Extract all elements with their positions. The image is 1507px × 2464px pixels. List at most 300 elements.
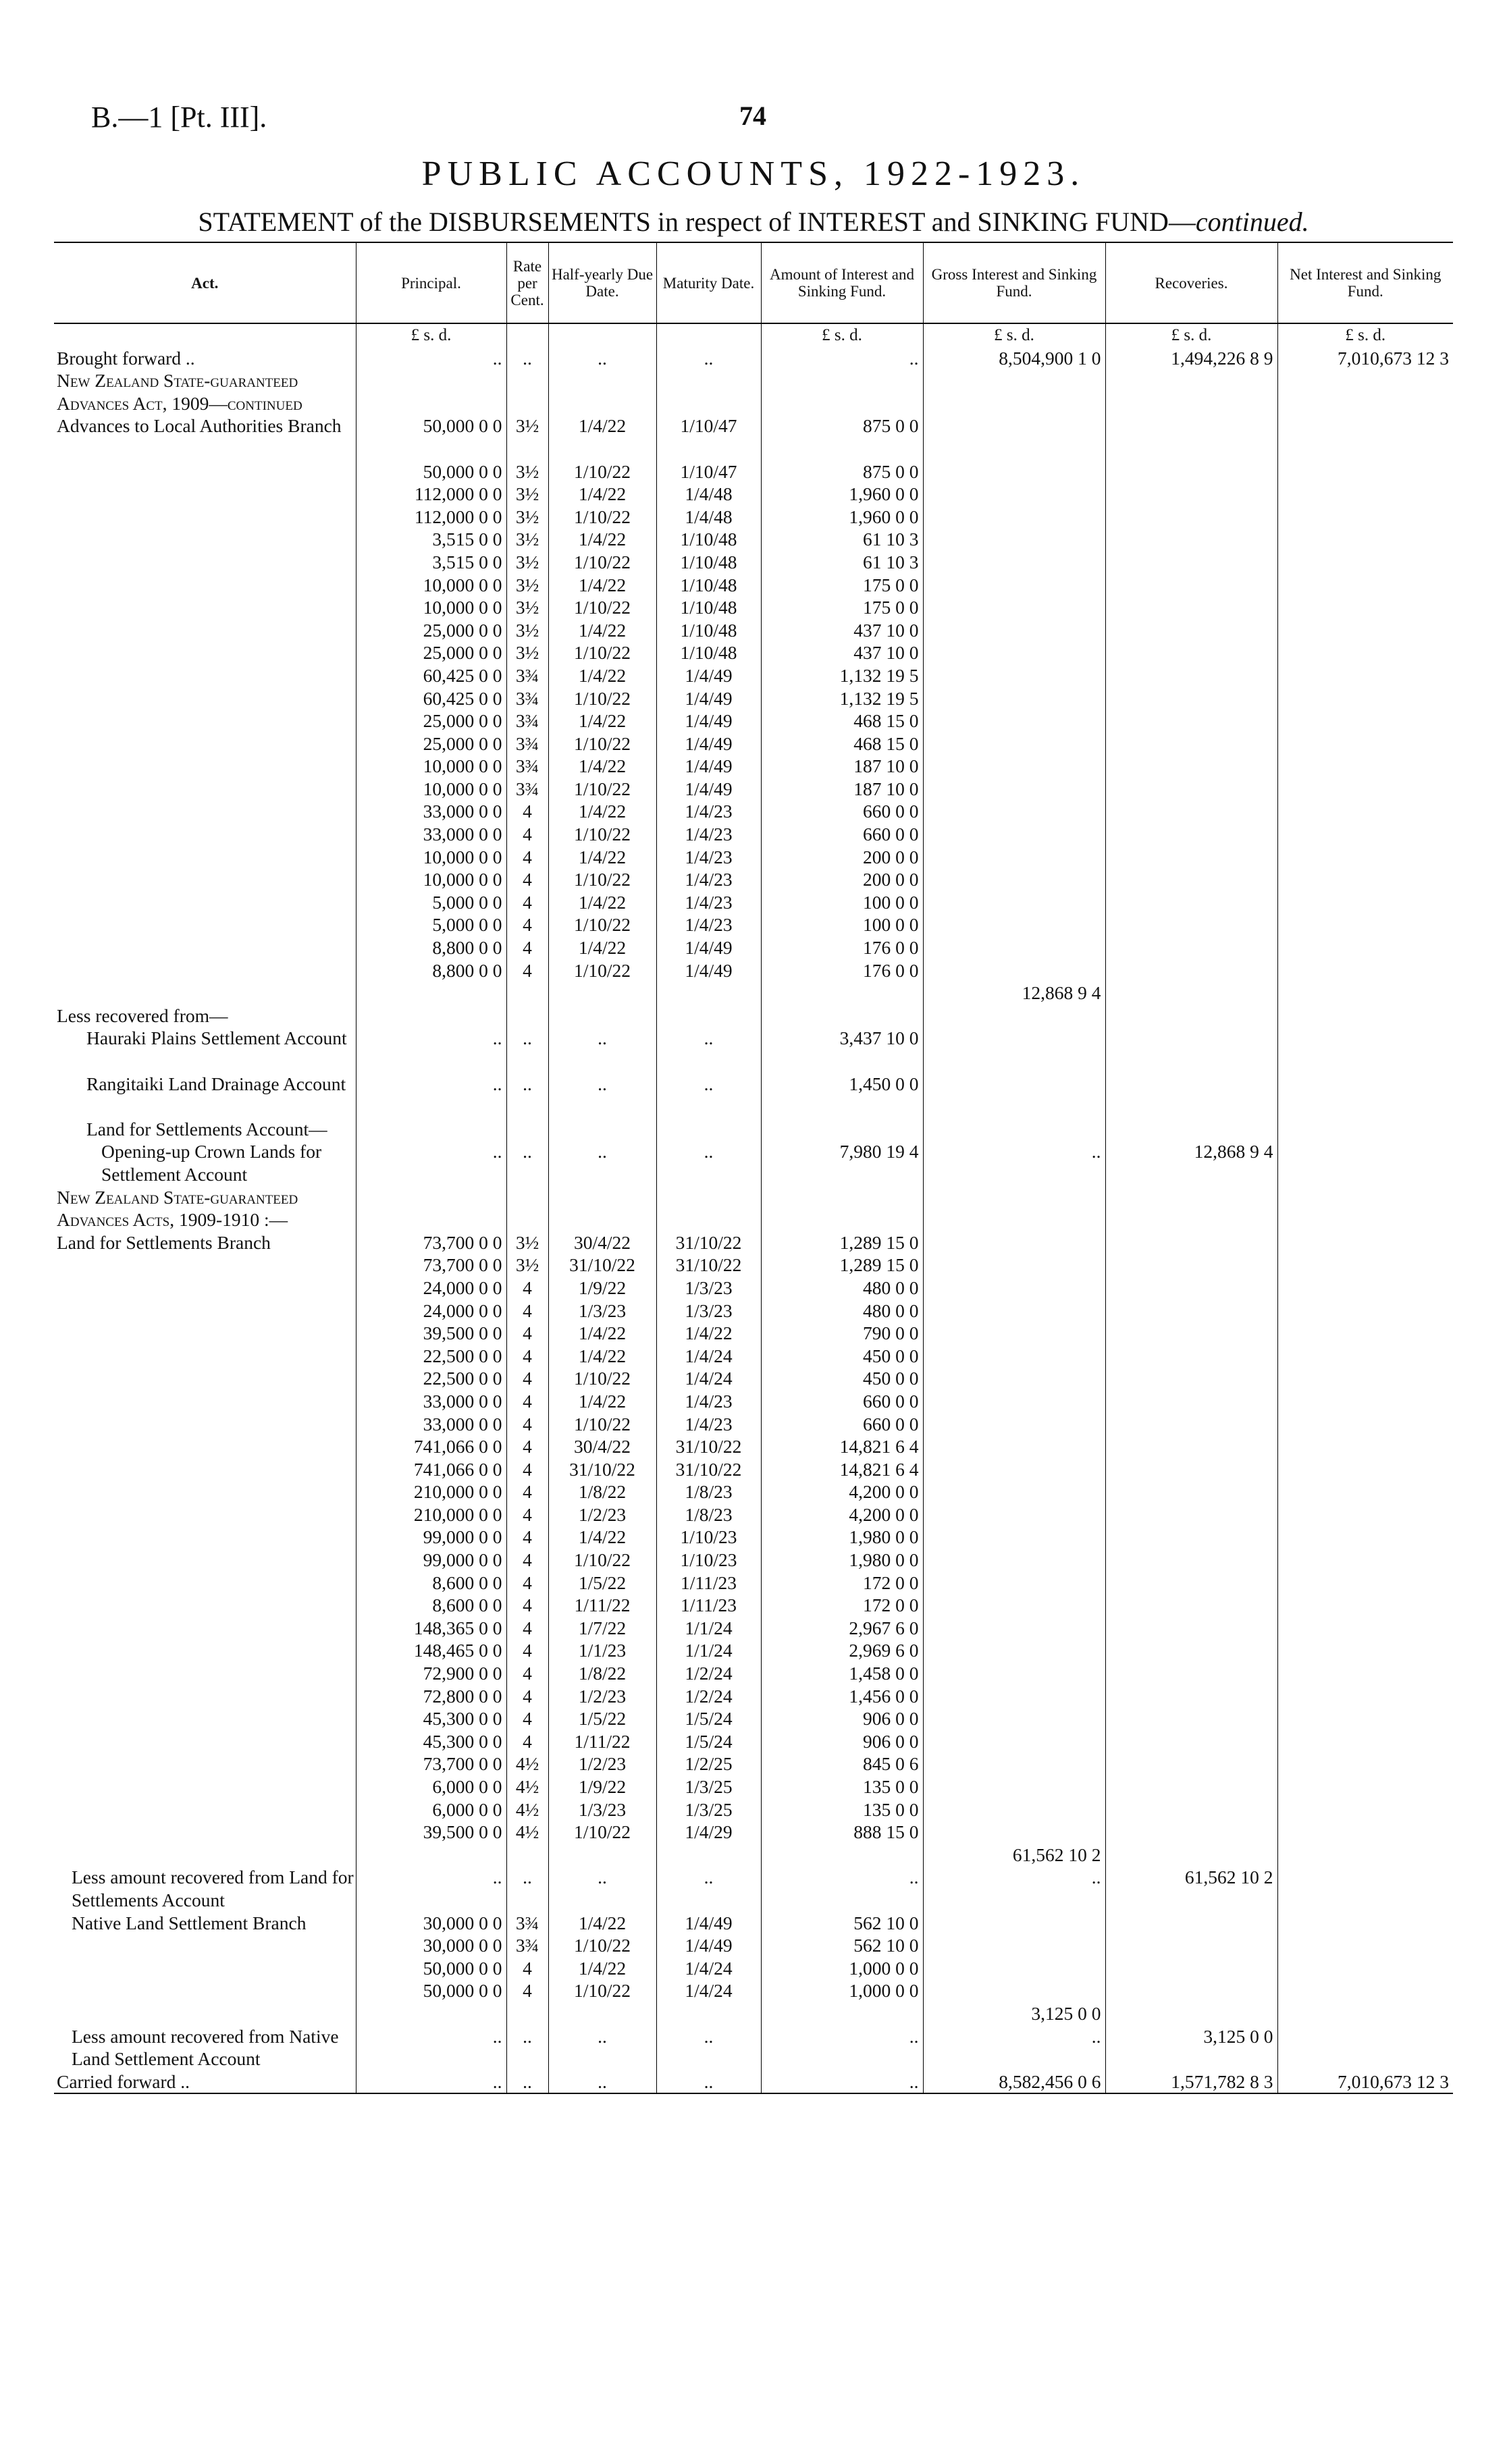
recoveries-cell xyxy=(1105,1390,1277,1413)
table-row xyxy=(54,506,1453,529)
net-cell xyxy=(1277,755,1453,778)
due-date-cell: 1/10/22 xyxy=(548,959,656,982)
principal-cell: .. xyxy=(356,1027,506,1072)
table-row xyxy=(54,619,1453,642)
due-date-cell xyxy=(548,1005,656,1027)
principal-cell: .. xyxy=(356,1866,506,1911)
recoveries-cell xyxy=(1105,868,1277,891)
maturity-date-cell xyxy=(656,369,761,414)
act-cell xyxy=(54,1934,356,1957)
principal-cell: .. xyxy=(356,2025,506,2070)
maturity-date-cell: 1/4/49 xyxy=(656,1912,761,1935)
rate-cell: 4 xyxy=(506,1413,548,1436)
rate-cell: 4 xyxy=(506,913,548,936)
maturity-date-cell: 1/4/24 xyxy=(656,1979,761,2002)
due-date-cell: .. xyxy=(548,347,656,370)
net-cell xyxy=(1277,1775,1453,1798)
recoveries-cell xyxy=(1105,755,1277,778)
gross-cell xyxy=(923,1934,1105,1957)
gross-cell xyxy=(923,1685,1105,1708)
act-cell xyxy=(54,891,356,914)
maturity-date-cell: 1/4/49 xyxy=(656,687,761,710)
table-row xyxy=(54,1322,1453,1345)
amount-cell: 468 15 0 xyxy=(761,709,923,732)
rate-cell: 4 xyxy=(506,1435,548,1458)
rate-cell: .. xyxy=(506,1073,548,1118)
net-cell xyxy=(1277,1300,1453,1322)
gross-cell xyxy=(923,1549,1105,1572)
maturity-date-cell: 1/10/48 xyxy=(656,528,761,551)
amount-cell: 1,980 0 0 xyxy=(761,1549,923,1572)
due-date-cell: 1/4/22 xyxy=(548,891,656,914)
recoveries-cell xyxy=(1105,1639,1277,1662)
rate-cell: 3¾ xyxy=(506,709,548,732)
gross-cell xyxy=(923,1639,1105,1662)
recoveries-cell xyxy=(1105,1934,1277,1957)
table-row xyxy=(54,641,1453,664)
due-date-cell: .. xyxy=(548,2025,656,2070)
net-cell xyxy=(1277,732,1453,755)
principal-cell: 3,515 0 0 xyxy=(356,528,506,551)
maturity-date-cell: 1/10/48 xyxy=(656,574,761,597)
table-row xyxy=(54,732,1453,755)
recoveries-cell xyxy=(1105,1912,1277,1935)
amount-cell: .. xyxy=(761,347,923,370)
amount-cell: 562 10 0 xyxy=(761,1912,923,1935)
table-row xyxy=(54,1458,1453,1481)
maturity-date-cell: 1/4/48 xyxy=(656,506,761,529)
rate-cell xyxy=(506,1186,548,1231)
maturity-date-cell: 1/4/23 xyxy=(656,913,761,936)
amount-cell: 660 0 0 xyxy=(761,1390,923,1413)
act-cell xyxy=(54,982,356,1005)
amount-cell: 562 10 0 xyxy=(761,1934,923,1957)
gross-cell xyxy=(923,664,1105,687)
amount-cell: 1,980 0 0 xyxy=(761,1526,923,1549)
amount-cell: 176 0 0 xyxy=(761,936,923,959)
due-date-cell: 1/10/22 xyxy=(548,596,656,619)
rate-cell: 4 xyxy=(506,1685,548,1708)
amount-cell: 450 0 0 xyxy=(761,1367,923,1390)
recoveries-cell xyxy=(1105,778,1277,801)
units-gross: £ s. d. xyxy=(923,323,1105,347)
net-cell xyxy=(1277,1277,1453,1300)
act-cell xyxy=(54,596,356,619)
due-date-cell: 31/10/22 xyxy=(548,1254,656,1277)
table-row xyxy=(54,1866,1453,1911)
net-cell xyxy=(1277,551,1453,574)
gross-cell xyxy=(923,1707,1105,1730)
table-row xyxy=(54,2025,1453,2070)
net-cell xyxy=(1277,1027,1453,1072)
due-date-cell: 1/10/22 xyxy=(548,1821,656,1844)
due-date-cell: 1/4/22 xyxy=(548,1912,656,1935)
amount-cell: 906 0 0 xyxy=(761,1707,923,1730)
recoveries-cell: 1,571,782 8 3 xyxy=(1105,2070,1277,2094)
recoveries-cell xyxy=(1105,1480,1277,1503)
table-row xyxy=(54,1979,1453,2002)
gross-cell xyxy=(923,868,1105,891)
amount-cell xyxy=(761,1844,923,1867)
recoveries-cell xyxy=(1105,1752,1277,1775)
amount-cell: 1,132 19 5 xyxy=(761,664,923,687)
amount-cell: 3,437 10 0 xyxy=(761,1027,923,1072)
recoveries-cell xyxy=(1105,1413,1277,1436)
act-cell xyxy=(54,528,356,551)
table-row xyxy=(54,1254,1453,1277)
act-cell: Carried forward .. xyxy=(54,2070,356,2094)
statement-subtitle xyxy=(0,206,1507,238)
recoveries-cell xyxy=(1105,1685,1277,1708)
due-date-cell: 1/10/22 xyxy=(548,460,656,483)
maturity-date-cell: .. xyxy=(656,1027,761,1072)
table-row xyxy=(54,1435,1453,1458)
principal-cell: 24,000 0 0 xyxy=(356,1277,506,1300)
amount-cell: 200 0 0 xyxy=(761,868,923,891)
act-cell xyxy=(54,1617,356,1640)
table-row xyxy=(54,1934,1453,1957)
act-cell xyxy=(54,1662,356,1685)
net-cell xyxy=(1277,846,1453,869)
gross-cell xyxy=(923,574,1105,597)
amount-cell: 906 0 0 xyxy=(761,1730,923,1753)
net-cell xyxy=(1277,1390,1453,1413)
due-date-cell: 1/4/22 xyxy=(548,936,656,959)
act-cell: Less recovered from— xyxy=(57,1005,228,1026)
amount-cell: 172 0 0 xyxy=(761,1594,923,1617)
due-date-cell: 1/4/22 xyxy=(548,800,656,823)
gross-cell xyxy=(923,506,1105,529)
recoveries-cell xyxy=(1105,959,1277,982)
maturity-date-cell: 1/4/23 xyxy=(656,823,761,846)
recoveries-cell xyxy=(1105,1730,1277,1753)
recoveries-cell xyxy=(1105,1844,1277,1867)
principal-cell xyxy=(356,1844,506,1867)
col-header-recoveries: Recoveries. xyxy=(1105,242,1277,323)
act-cell: New Zealand State-guaranteed Advances Act, 1909—continued xyxy=(57,370,302,414)
maturity-date-cell: 1/4/24 xyxy=(656,1367,761,1390)
maturity-date-cell: .. xyxy=(656,1866,761,1911)
amount-cell: 2,967 6 0 xyxy=(761,1617,923,1640)
rate-cell: 3½ xyxy=(506,1231,548,1254)
due-date-cell: 1/11/22 xyxy=(548,1594,656,1617)
net-cell xyxy=(1277,1186,1453,1231)
recoveries-cell xyxy=(1105,1231,1277,1254)
principal-cell: 10,000 0 0 xyxy=(356,778,506,801)
gross-cell xyxy=(923,483,1105,506)
gross-cell xyxy=(923,596,1105,619)
gross-cell xyxy=(923,1300,1105,1322)
due-date-cell: .. xyxy=(548,1866,656,1911)
amount-cell: 4,200 0 0 xyxy=(761,1480,923,1503)
gross-cell xyxy=(923,369,1105,414)
principal-cell: 33,000 0 0 xyxy=(356,1413,506,1436)
principal-cell: 33,000 0 0 xyxy=(356,1390,506,1413)
recoveries-cell xyxy=(1105,1503,1277,1526)
rate-cell: 4 xyxy=(506,1549,548,1572)
table-row xyxy=(54,1617,1453,1640)
gross-cell xyxy=(923,1435,1105,1458)
act-cell xyxy=(54,1798,356,1821)
subtitle-main: STATEMENT of the DISBURSEMENTS in respect of INTEREST and SINKING FUND— xyxy=(198,207,1196,237)
gross-cell xyxy=(923,755,1105,778)
gross-cell: 12,868 9 4 xyxy=(923,982,1105,1005)
table-row xyxy=(54,369,1453,414)
table-row xyxy=(54,1413,1453,1436)
table-row xyxy=(54,1685,1453,1708)
maturity-date-cell: 1/10/47 xyxy=(656,460,761,483)
gross-cell: 61,562 10 2 xyxy=(923,1844,1105,1867)
recoveries-cell xyxy=(1105,1798,1277,1821)
principal-cell: 3,515 0 0 xyxy=(356,551,506,574)
amount-cell xyxy=(761,982,923,1005)
amount-cell: 660 0 0 xyxy=(761,823,923,846)
page-title: PUBLIC ACCOUNTS, 1922-1923. xyxy=(421,155,1086,193)
gross-cell xyxy=(923,800,1105,823)
table-row xyxy=(54,2002,1453,2025)
amount-cell: 175 0 0 xyxy=(761,574,923,597)
recoveries-cell: 1,494,226 8 9 xyxy=(1105,347,1277,370)
units-rate xyxy=(506,323,548,347)
rate-cell: 4 xyxy=(506,1322,548,1345)
maturity-date-cell: 1/4/23 xyxy=(656,800,761,823)
amount-cell: 845 0 6 xyxy=(761,1752,923,1775)
maturity-date-cell: 1/1/24 xyxy=(656,1617,761,1640)
principal-cell: .. xyxy=(356,1140,506,1185)
amount-cell: 2,969 6 0 xyxy=(761,1639,923,1662)
act-cell xyxy=(54,551,356,574)
amount-cell xyxy=(761,1005,923,1027)
table-row xyxy=(54,936,1453,959)
table-row xyxy=(54,687,1453,710)
act-cell xyxy=(54,460,356,483)
net-cell xyxy=(1277,1934,1453,1957)
gross-cell xyxy=(923,709,1105,732)
principal-cell: 25,000 0 0 xyxy=(356,732,506,755)
table-row xyxy=(54,1594,1453,1617)
due-date-cell: .. xyxy=(548,1027,656,1072)
net-cell xyxy=(1277,800,1453,823)
table-row xyxy=(54,755,1453,778)
due-date-cell xyxy=(548,982,656,1005)
maturity-date-cell: 1/4/49 xyxy=(656,1934,761,1957)
principal-cell: 8,800 0 0 xyxy=(356,936,506,959)
gross-cell xyxy=(923,1912,1105,1935)
net-cell xyxy=(1277,1594,1453,1617)
net-cell xyxy=(1277,913,1453,936)
amount-cell xyxy=(761,1186,923,1231)
amount-cell: 1,960 0 0 xyxy=(761,506,923,529)
due-date-cell: 1/4/22 xyxy=(548,1322,656,1345)
act-cell xyxy=(54,1844,356,1867)
gross-cell xyxy=(923,913,1105,936)
principal-cell: 33,000 0 0 xyxy=(356,823,506,846)
act-cell: New Zealand State-guaranteed Advances Acts, 1909-1910 :— xyxy=(57,1186,298,1231)
col-header-amount: Amount of Interest and Sinking Fund. xyxy=(761,242,923,323)
principal-cell: 22,500 0 0 xyxy=(356,1367,506,1390)
principal-cell: 112,000 0 0 xyxy=(356,483,506,506)
net-cell xyxy=(1277,982,1453,1005)
act-cell xyxy=(54,1413,356,1436)
gross-cell xyxy=(923,823,1105,846)
recoveries-cell xyxy=(1105,483,1277,506)
recoveries-cell xyxy=(1105,913,1277,936)
act-cell: Opening-up Crown Lands for Settlement Account xyxy=(101,1141,322,1185)
recoveries-cell xyxy=(1105,1005,1277,1027)
amount-cell: 468 15 0 xyxy=(761,732,923,755)
due-date-cell: 1/10/22 xyxy=(548,823,656,846)
amount-cell: 135 0 0 xyxy=(761,1775,923,1798)
act-cell xyxy=(54,755,356,778)
due-date-cell: .. xyxy=(548,1140,656,1185)
due-date-cell: 1/10/22 xyxy=(548,1413,656,1436)
units-row xyxy=(54,323,1453,347)
rate-cell: 4 xyxy=(506,1617,548,1640)
due-date-cell xyxy=(548,1844,656,1867)
rate-cell: 4 xyxy=(506,846,548,869)
amount-cell: 100 0 0 xyxy=(761,891,923,914)
maturity-date-cell: 1/8/23 xyxy=(656,1480,761,1503)
maturity-date-cell: 1/5/24 xyxy=(656,1730,761,1753)
rate-cell: 3¾ xyxy=(506,687,548,710)
principal-cell: 25,000 0 0 xyxy=(356,619,506,642)
due-date-cell: 1/4/22 xyxy=(548,755,656,778)
gross-cell: .. xyxy=(923,1140,1105,1185)
recoveries-cell xyxy=(1105,1775,1277,1798)
gross-cell xyxy=(923,551,1105,574)
amount-cell: 4,200 0 0 xyxy=(761,1503,923,1526)
maturity-date-cell: .. xyxy=(656,347,761,370)
due-date-cell: 1/10/22 xyxy=(548,506,656,529)
due-date-cell: 1/4/22 xyxy=(548,619,656,642)
rate-cell: 3½ xyxy=(506,574,548,597)
net-cell xyxy=(1277,664,1453,687)
rate-cell: 4 xyxy=(506,1503,548,1526)
recoveries-cell xyxy=(1105,687,1277,710)
recoveries-cell xyxy=(1105,528,1277,551)
act-cell xyxy=(54,1322,356,1345)
act-cell xyxy=(54,619,356,642)
act-cell xyxy=(54,709,356,732)
rate-cell: 4 xyxy=(506,1639,548,1662)
principal-cell xyxy=(356,1118,506,1141)
table-row xyxy=(54,483,1453,506)
maturity-date-cell: 1/3/25 xyxy=(656,1775,761,1798)
rate-cell: 4 xyxy=(506,1390,548,1413)
recoveries-cell xyxy=(1105,891,1277,914)
rate-cell: 3½ xyxy=(506,506,548,529)
maturity-date-cell: 31/10/22 xyxy=(656,1231,761,1254)
maturity-date-cell: 1/8/23 xyxy=(656,1503,761,1526)
maturity-date-cell: 1/10/48 xyxy=(656,619,761,642)
table-row xyxy=(54,1186,1453,1231)
principal-cell: 72,800 0 0 xyxy=(356,1685,506,1708)
disbursements-table xyxy=(54,242,1453,2094)
col-header-act: Act. xyxy=(54,242,356,323)
act-cell xyxy=(54,1300,356,1322)
due-date-cell: 30/4/22 xyxy=(548,1435,656,1458)
gross-cell: .. xyxy=(923,1866,1105,1911)
maturity-date-cell: 1/2/25 xyxy=(656,1752,761,1775)
act-cell xyxy=(54,641,356,664)
gross-cell: 3,125 0 0 xyxy=(923,2002,1105,2025)
principal-cell xyxy=(356,1186,506,1231)
amount-cell: 1,450 0 0 xyxy=(761,1073,923,1118)
table-row xyxy=(54,1798,1453,1821)
table-row xyxy=(54,1572,1453,1595)
act-cell xyxy=(54,687,356,710)
table-row xyxy=(54,1390,1453,1413)
net-cell xyxy=(1277,1231,1453,1254)
units-recoveries: £ s. d. xyxy=(1105,323,1277,347)
net-cell xyxy=(1277,1912,1453,1935)
amount-cell: 437 10 0 xyxy=(761,619,923,642)
net-cell: 7,010,673 12 3 xyxy=(1277,2070,1453,2094)
net-cell xyxy=(1277,1821,1453,1844)
due-date-cell: 1/10/22 xyxy=(548,913,656,936)
gross-cell: 8,504,900 1 0 xyxy=(923,347,1105,370)
amount-cell: 187 10 0 xyxy=(761,755,923,778)
due-date-cell: 1/4/22 xyxy=(548,483,656,506)
act-cell xyxy=(54,664,356,687)
net-cell xyxy=(1277,1118,1453,1141)
gross-cell xyxy=(923,1752,1105,1775)
net-cell xyxy=(1277,1005,1453,1027)
net-cell xyxy=(1277,1844,1453,1867)
table-row xyxy=(54,1639,1453,1662)
table-row xyxy=(54,823,1453,846)
act-cell: Less amount recovered from Land for Settlements Account xyxy=(72,1867,354,1910)
act-cell: Land for Settlements Account— xyxy=(86,1118,327,1140)
rate-cell: 4½ xyxy=(506,1798,548,1821)
due-date-cell: 1/10/22 xyxy=(548,551,656,574)
amount-cell xyxy=(761,1118,923,1141)
maturity-date-cell: 1/3/23 xyxy=(656,1300,761,1322)
recoveries-cell xyxy=(1105,551,1277,574)
amount-cell: 660 0 0 xyxy=(761,1413,923,1436)
table-row xyxy=(54,1730,1453,1753)
recoveries-cell xyxy=(1105,506,1277,529)
rate-cell: .. xyxy=(506,2070,548,2094)
table-row xyxy=(54,664,1453,687)
due-date-cell: 1/11/22 xyxy=(548,1730,656,1753)
recoveries-cell xyxy=(1105,1572,1277,1595)
maturity-date-cell xyxy=(656,2002,761,2025)
principal-cell: .. xyxy=(356,347,506,370)
table-row xyxy=(54,1707,1453,1730)
maturity-date-cell: .. xyxy=(656,2025,761,2070)
principal-cell: 45,300 0 0 xyxy=(356,1707,506,1730)
subtitle-continued: continued. xyxy=(1195,207,1309,237)
due-date-cell: 1/9/22 xyxy=(548,1775,656,1798)
net-cell xyxy=(1277,1254,1453,1277)
amount-cell: 172 0 0 xyxy=(761,1572,923,1595)
recoveries-cell: 61,562 10 2 xyxy=(1105,1866,1277,1911)
maturity-date-cell: 1/4/23 xyxy=(656,868,761,891)
amount-cell: 1,000 0 0 xyxy=(761,1957,923,1980)
rate-cell: 3½ xyxy=(506,596,548,619)
due-date-cell: 1/1/23 xyxy=(548,1639,656,1662)
gross-cell xyxy=(923,732,1105,755)
maturity-date-cell: 1/3/25 xyxy=(656,1798,761,1821)
table-row xyxy=(54,891,1453,914)
rate-cell: 3½ xyxy=(506,641,548,664)
rate-cell: 4 xyxy=(506,1345,548,1368)
principal-cell: 99,000 0 0 xyxy=(356,1526,506,1549)
amount-cell: 200 0 0 xyxy=(761,846,923,869)
due-date-cell: 1/10/22 xyxy=(548,1549,656,1572)
maturity-date-cell: 1/4/23 xyxy=(656,846,761,869)
